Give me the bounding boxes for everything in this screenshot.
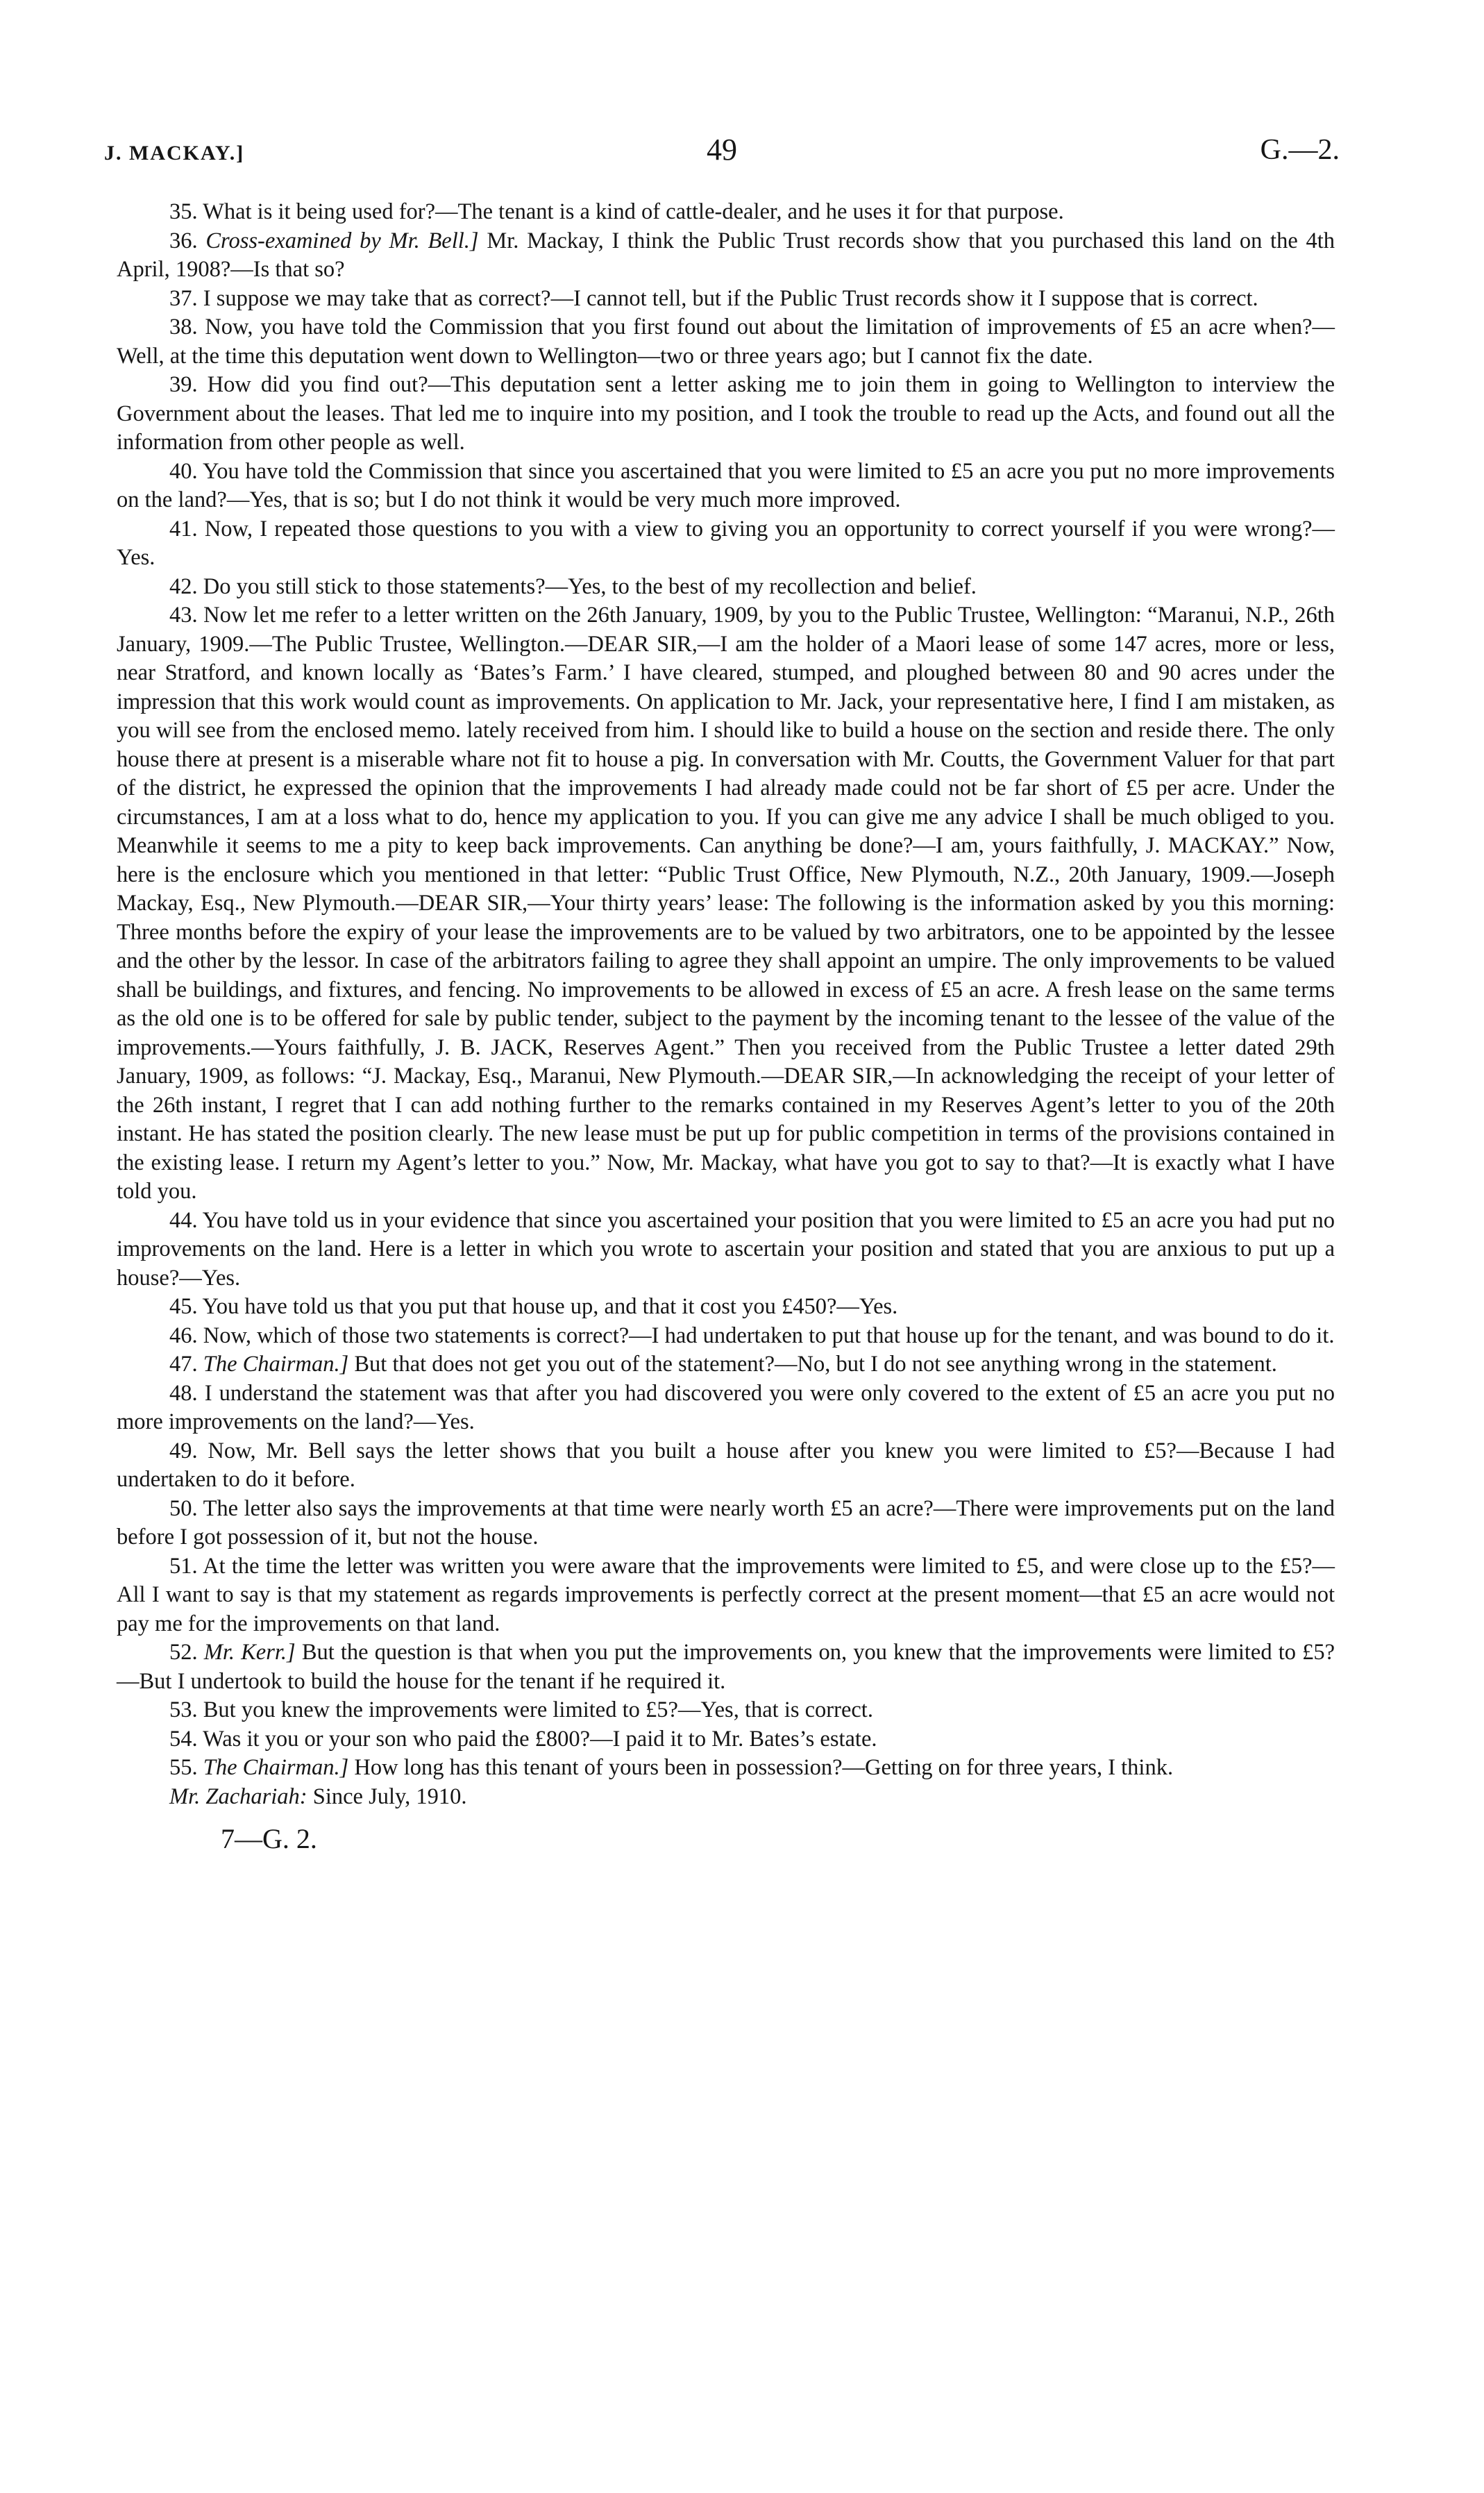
page-body bbox=[117, 198, 1335, 1855]
paragraph-49 bbox=[117, 1437, 1335, 1495]
paragraph-text: Was it you or your son who paid the £800?—I paid it to Mr. Bates’s estate. bbox=[203, 1726, 877, 1752]
closing-remark bbox=[117, 1783, 1335, 1812]
paragraph-text: How long has this tenant of yours been in possession?—Getting on for three years, I think. bbox=[354, 1755, 1174, 1780]
paragraph-text: Now, Mr. Bell says the letter shows that you built a house after you knew you were limited to £5?—Because I had undertaken to do it before. bbox=[117, 1438, 1335, 1492]
paragraph-55 bbox=[117, 1754, 1335, 1783]
paragraph-48 bbox=[117, 1379, 1335, 1437]
paragraph-text: What is it being used for?—The tenant is a kind of cattle-dealer, and he uses it for that purpose. bbox=[203, 199, 1064, 224]
paragraph-text: The letter also says the improvements at that time were nearly worth £5 an acre?—There were improvements put on the land before I got possession of it, but not the house. bbox=[117, 1495, 1335, 1550]
paragraph-45 bbox=[117, 1293, 1335, 1322]
paragraph-number: 35. bbox=[169, 199, 198, 224]
paragraph-text: But you knew the improvements were limited to £5?—Yes, that is correct. bbox=[203, 1697, 873, 1722]
paragraph-number: 52. bbox=[169, 1640, 198, 1665]
paragraph-44 bbox=[117, 1207, 1335, 1293]
paragraph-number: 42. bbox=[169, 573, 198, 599]
signature-mark: 7—G. 2. bbox=[221, 1823, 317, 1854]
paragraph-47 bbox=[117, 1350, 1335, 1379]
paragraph-text: How did you find out?—This deputation sent a letter asking me to join them in going to Wellington to interview the Government about the leases. That led me to inquire into my position, and I took the trouble to read up the Acts, and found out all the information from other people as well. bbox=[117, 372, 1335, 455]
paragraph-number: 40. bbox=[169, 458, 198, 484]
paragraph-54 bbox=[117, 1725, 1335, 1754]
paragraph-37 bbox=[117, 285, 1335, 314]
paragraph-41 bbox=[117, 515, 1335, 573]
paragraph-number: 37. bbox=[169, 285, 198, 311]
paragraph-40 bbox=[117, 458, 1335, 515]
paragraph-42 bbox=[117, 573, 1335, 602]
page-header bbox=[104, 132, 1340, 174]
page-number: 49 bbox=[707, 133, 737, 167]
paragraph-number: 51. bbox=[169, 1553, 198, 1579]
paragraph-text: Do you still stick to those statements?—Yes, to the best of my recollection and belief. bbox=[203, 573, 977, 599]
paragraph-number: 55. bbox=[169, 1755, 198, 1780]
paragraph-46 bbox=[117, 1322, 1335, 1351]
paragraph-35 bbox=[117, 198, 1335, 227]
header-witness-name: J. MACKAY.] bbox=[104, 142, 245, 165]
paragraph-38 bbox=[117, 313, 1335, 371]
paragraph-speaker: Mr. Kerr.] bbox=[203, 1640, 296, 1665]
paragraph-speaker: The Chairman.] bbox=[203, 1755, 349, 1780]
paragraph-number: 38. bbox=[169, 314, 198, 339]
paragraph-39 bbox=[117, 371, 1335, 458]
paragraph-text: At the time the letter was written you were aware that the improvements were limited to £5, and were close up to the £5?—All I want to say is that my statement as regards improvements is perfectly correct at the present moment—that £5 an acre would not pay me for the improvements on that land. bbox=[117, 1553, 1335, 1636]
paragraph-51 bbox=[117, 1552, 1335, 1639]
paragraph-number: 46. bbox=[169, 1323, 198, 1348]
paragraph-text: But that does not get you out of the statement?—No, but I do not see anything wrong in the statement. bbox=[354, 1352, 1277, 1377]
paragraph-text: You have told us in your evidence that since you ascertained your position that you were limited to £5 an acre you had put no improvements on the land. Here is a letter in which you wrote to ascertain your position and stated that you are anxious to put up a house?—Yes. bbox=[117, 1207, 1335, 1291]
paragraph-53 bbox=[117, 1696, 1335, 1725]
closing-text: Since July, 1910. bbox=[312, 1783, 467, 1809]
closing-speaker: Mr. Zachariah: bbox=[169, 1783, 307, 1809]
paragraph-50 bbox=[117, 1495, 1335, 1552]
paragraph-number: 45. bbox=[169, 1294, 198, 1319]
paragraph-text: You have told the Commission that since you ascertained that you were limited to £5 an acre you put no more improvements on the land?—Yes, that is so; but I do not think it would be very much more improved. bbox=[117, 458, 1335, 512]
paper-reference: G.—2. bbox=[1260, 134, 1340, 166]
paragraph-speaker: Cross-examined by Mr. Bell.] bbox=[205, 228, 479, 253]
paragraph-number: 39. bbox=[169, 372, 198, 397]
paragraph-number: 47. bbox=[169, 1352, 198, 1377]
paragraph-text: I understand the statement was that after you had discovered you were only covered to the extent of £5 an acre you put no more improvements on the land?—Yes. bbox=[117, 1380, 1335, 1434]
paragraph-number: 48. bbox=[169, 1380, 198, 1406]
paragraph-number: 43. bbox=[169, 603, 198, 628]
paragraph-text: You have told us that you put that house up, and that it cost you £450?—Yes. bbox=[202, 1294, 898, 1319]
paragraph-number: 53. bbox=[169, 1697, 198, 1722]
paragraph-43 bbox=[117, 601, 1335, 1207]
paragraph-text: Now let me refer to a letter written on the 26th January, 1909, by you to the Public Trustee, Wellington: “Maranui, N.P., 26th January, 1909.—The Public Trustee, Wellington.—DEAR SIR,—I am the holder of a Maori lease of some 147 acres, more or less, near Stratford, and known locally as ‘Bates’s Farm.’ I have cleared, stumped, and ploughed between 80 and 90 acres under the impression that this work would count as improvements. On application to Mr. Jack, your representative here, I find I am mistaken, as you will see from the enclosed memo. lately received from him. I should like to build a house on the section and reside there. The only house there at present is a miserable whare not fit to house a pig. In conversation with Mr. Coutts, the Government Valuer for that part of the district, he expressed the opinion that the improvements I had already made could not be far short of £5 per acre. Under the circumstances, I am at a loss what to do, hence my application to you. If you can give me any advice I shall be much obliged to you. Meanwhile it seems to me a pity to keep back improvements. Can anything be done?—I am, yours faithfully, J. MACKAY.” Now, here is the enclosure which you mentioned in that letter: “Public Trust Office, New Plymouth, N.Z., 20th January, 1909.—Joseph Mackay, Esq., New Plymouth.—DEAR SIR,—Your thirty years’ lease: The following is the information asked by you this morning: Three months before the expiry of your lease the improvements are to be valued by two arbitrators, one to be appointed by the lessee and the other by the lessor. In case of the arbitrators failing to agree they shall appoint an umpire. The only improvements to be valued shall be buildings, and fixtures, and fencing. No improvements to be allowed in excess of £5 an acre. A fresh lease on the same terms as the old one is to be offered for sale by public tender, subject to the payment by the incoming tenant to the lessee of the value of the improvements.—Yours faithfully, J. B. JACK, Reserves Agent.” Then you received from the Public Trustee a letter dated 29th January, 1909, as follows: “J. Mackay, Esq., Maranui, New Plymouth.—DEAR SIR,—In acknowledging the receipt of your letter of the 26th instant, I regret that I can add nothing further to the remarks contained in my Reserves Agent’s letter to you of the 20th instant. He has stated the position clearly. The new lease must be put up for public competition in terms of the provisions contained in the existing lease. I return my Agent’s letter to you.” Now, Mr. Mackay, what have you got to say to that?—It is exactly what I have told you. bbox=[117, 603, 1335, 1204]
paragraph-text: Now, you have told the Commission that you first found out about the limitation of improvements of £5 an acre when?—Well, at the time this deputation went down to Wellington—two or three years ago; but I cannot fix the date. bbox=[117, 314, 1335, 369]
paragraph-text: Mr. Mackay, I think the Public Trust records show that you purchased this land on the 4th April, 1908?—Is that so? bbox=[117, 228, 1335, 282]
paragraph-36 bbox=[117, 227, 1335, 285]
paragraph-text: But the question is that when you put the improvements on, you knew that the improvements were limited to £5?—But I undertook to build the house for the tenant if he required it. bbox=[117, 1640, 1335, 1694]
paragraph-text: Now, which of those two statements is correct?—I had undertaken to put that house up for the tenant, and was bound to do it. bbox=[203, 1323, 1335, 1348]
paragraph-52 bbox=[117, 1638, 1335, 1696]
paragraph-text: Now, I repeated those questions to you with a view to giving you an opportunity to correct yourself if you were wrong?—Yes. bbox=[117, 516, 1335, 570]
paragraph-number: 36. bbox=[169, 228, 198, 253]
paragraph-speaker: The Chairman.] bbox=[203, 1352, 349, 1377]
paragraph-number: 54. bbox=[169, 1726, 198, 1752]
paragraph-number: 44. bbox=[169, 1207, 198, 1233]
paragraph-text: I suppose we may take that as correct?—I cannot tell, but if the Public Trust records show it I suppose that is correct. bbox=[203, 285, 1258, 311]
paragraph-number: 41. bbox=[169, 516, 198, 542]
paragraph-number: 49. bbox=[169, 1438, 198, 1463]
paragraph-number: 50. bbox=[169, 1495, 198, 1521]
